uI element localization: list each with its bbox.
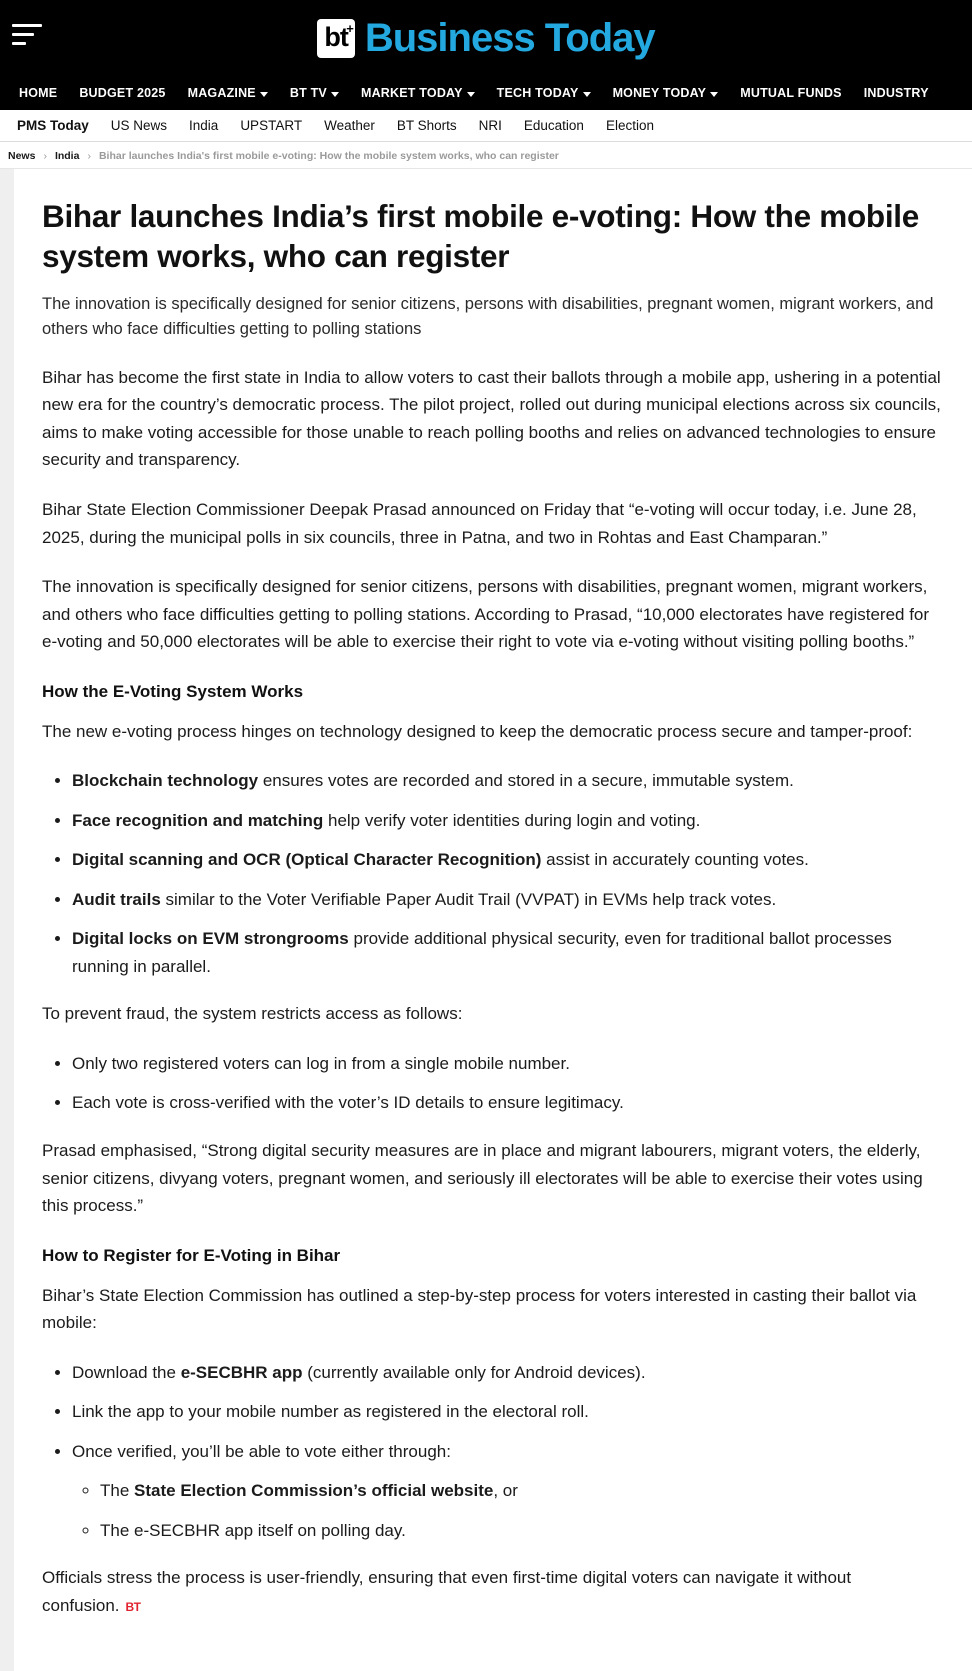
hamburger-bar-3	[12, 42, 26, 45]
nav-label: BUDGET 2025	[79, 86, 166, 100]
breadcrumb	[0, 142, 972, 169]
list-item	[72, 1438, 944, 1545]
logo-mark-text: bt	[324, 21, 348, 52]
logo-wordmark: Business Today	[364, 15, 655, 60]
tech-feature-list	[42, 767, 944, 980]
list-item-lead: Blockchain technology	[72, 771, 259, 791]
secondary-nav	[0, 110, 972, 142]
registration-steps-list	[42, 1359, 944, 1545]
article-paragraph-8	[42, 1564, 944, 1619]
primary-nav	[0, 76, 972, 110]
fraud-prevention-list	[42, 1050, 944, 1117]
substep-text-pre: The	[100, 1481, 135, 1501]
nav-item-industry[interactable]	[853, 76, 940, 110]
nav-label: MARKET TODAY	[360, 86, 463, 100]
breadcrumb-item-current: Bihar launches India's first mobile e-voting: How the mobile system works, who can register	[98, 150, 559, 162]
subnav-item-upstart[interactable]: UPSTART	[240, 118, 303, 133]
nav-item-home[interactable]	[8, 76, 68, 110]
nav-label: MONEY TODAY	[612, 86, 707, 100]
list-item	[72, 925, 944, 980]
subnav-item-bt-shorts[interactable]: BT Shorts	[396, 118, 457, 133]
hamburger-bar-2	[12, 33, 34, 36]
list-item-lead: Audit trails	[72, 889, 161, 909]
list-item	[72, 767, 944, 795]
substep-text-bold: State Election Commission’s official website	[134, 1481, 494, 1501]
list-item-lead: Face recognition and matching	[72, 810, 324, 830]
chevron-down-icon	[467, 92, 475, 97]
chevron-down-icon	[331, 92, 339, 97]
step-text-post: (currently available only for Android devices).	[302, 1362, 646, 1382]
step-text-bold: e-SECBHR app	[180, 1362, 303, 1382]
site-masthead	[0, 0, 972, 76]
chevron-down-icon	[710, 92, 718, 97]
left-rail	[0, 169, 14, 1671]
list-item: • Link the app to your mobile number as registered in the electoral roll.	[72, 1398, 944, 1426]
list-item: • Only two registered voters can log in from a single mobile number.	[72, 1050, 944, 1078]
subnav-item-pms-today[interactable]: PMS Today	[17, 118, 89, 133]
list-item-lead: Digital locks on EVM strongrooms	[72, 929, 349, 949]
list-item-rest: assist in accurately counting votes.	[541, 850, 809, 870]
article-standfirst: The innovation is specifically designed for senior citizens, persons with disabilities, pregnant women, migrant workers, and others who face difficulties getting to polling stations	[42, 295, 934, 339]
nav-label: INDUSTRY	[863, 86, 929, 100]
chevron-down-icon	[260, 92, 268, 97]
nav-item-market-today[interactable]	[350, 76, 486, 110]
list-item-rest: help verify voter identities during login and voting.	[323, 810, 701, 830]
chevron-down-icon	[583, 92, 591, 97]
subnav-item-nri[interactable]: NRI	[478, 118, 502, 133]
nav-item-budget-2025[interactable]	[68, 76, 176, 110]
article-paragraph-3: The innovation is specifically designed for senior citizens, persons with disabilities, pregnant women, migrant workers, and others who face difficulties getting to polling stations. According to Prasad, “10,000 electorates have registered for e-voting and 50,000 electorates will be able to exercise their right to vote via e-voting without visiting polling booths.”	[42, 577, 930, 652]
list-item-rest: ensures votes are recorded and stored in a secure, immutable system.	[258, 771, 794, 791]
logo-mark-sup: +	[346, 20, 353, 36]
list-item	[72, 886, 944, 914]
nav-item-tech-today[interactable]	[486, 76, 602, 110]
subnav-item-us-news[interactable]: US News	[110, 118, 168, 133]
nav-item-money-today[interactable]	[602, 76, 730, 110]
breadcrumb-separator: ›	[87, 150, 91, 162]
article-paragraph-2: Bihar State Election Commissioner Deepak Prasad announced on Friday that “e-voting will occur today, i.e. June 28, 2025, during the municipal polls in six councils, three in Patna, and two in Rohtas and East Champaran.”	[42, 500, 917, 547]
nav-item-bt-tv[interactable]	[279, 76, 350, 110]
article-paragraph-7: Bihar’s State Election Commission has outlined a step-by-step process for voters interested in casting their ballot via mobile:	[42, 1285, 917, 1333]
article-paragraph-5: To prevent fraud, the system restricts access as follows:	[42, 1004, 463, 1024]
nav-label: TECH TODAY	[496, 86, 579, 100]
list-item-rest: provide additional physical security, even for traditional ballot processes running in parallel.	[72, 929, 892, 976]
breadcrumb-separator: ›	[43, 150, 47, 162]
list-item: ◦ The e-SECBHR app itself on polling day.	[100, 1517, 944, 1545]
substep-text-post: , or	[493, 1481, 518, 1501]
subnav-item-india[interactable]: India	[189, 118, 219, 133]
hamburger-icon[interactable]	[12, 24, 42, 51]
article-paragraph-4: The new e-voting process hinges on technology designed to keep the democratic process secure and tamper-proof:	[42, 721, 913, 741]
list-item	[72, 846, 944, 874]
page-title: Bihar launches India’s first mobile e-voting: How the mobile system works, who can register	[42, 198, 919, 274]
hamburger-bar-1	[12, 24, 42, 27]
list-item: • Each vote is cross-verified with the voter’s ID details to ensure legitimacy.	[72, 1089, 944, 1117]
nav-label: BT TV	[289, 86, 327, 100]
nav-item-magazine[interactable]	[177, 76, 279, 110]
list-item-lead: Digital scanning and OCR (Optical Character Recognition)	[72, 850, 542, 870]
page-wrapper	[0, 169, 972, 1671]
article-paragraph-8-text: Officials stress the process is user-friendly, ensuring that even first-time digital voters can navigate it without confusion.	[42, 1568, 852, 1615]
end-mark: BT	[125, 1599, 141, 1614]
list-item	[72, 807, 944, 835]
breadcrumb-item-india[interactable]: India	[54, 150, 80, 162]
breadcrumb-item-news[interactable]: News	[8, 150, 36, 162]
step-text-pre: Download the	[72, 1362, 181, 1382]
article-paragraph-6: Prasad emphasised, “Strong digital security measures are in place and migrant labourers, migrant voters, the elderly, senior citizens, divyang voters, pregnant women, and seriously ill electorates will be able to exercise their votes using this process.”	[42, 1140, 923, 1216]
nav-label: HOME	[19, 86, 58, 100]
subnav-item-education[interactable]: Education	[523, 118, 584, 133]
nav-label: MAGAZINE	[187, 86, 256, 100]
article-paragraph-1: Bihar has become the first state in India to allow voters to cast their ballots through a mobile app, ushering in a potential new era for the country’s democratic process. The pilot project, rolled out during municipal elections across six councils, aims to make voting accessible for those unable to reach polling booths and relies on advanced technologies to ensure security and transparency.	[42, 367, 941, 470]
nav-label: MUTUAL FUNDS	[740, 86, 842, 100]
section-heading-how-to-register: How to Register for E-Voting in Bihar	[42, 1245, 341, 1265]
subnav-item-weather[interactable]: Weather	[324, 118, 375, 133]
registration-substeps-list	[72, 1477, 944, 1544]
list-item	[72, 1359, 944, 1387]
nav-item-mutual-funds[interactable]	[729, 76, 852, 110]
list-item	[100, 1477, 944, 1505]
article-body	[14, 169, 972, 1671]
list-item-rest: similar to the Voter Verifiable Paper Audit Trail (VVPAT) in EVMs help track votes.	[160, 889, 777, 909]
logo-mark	[317, 19, 354, 58]
site-logo[interactable]	[317, 16, 654, 61]
section-heading-how-it-works: How the E-Voting System Works	[42, 681, 304, 701]
subnav-item-election[interactable]: Election	[605, 118, 654, 133]
step-text: Once verified, you’ll be able to vote either through:	[72, 1441, 451, 1461]
